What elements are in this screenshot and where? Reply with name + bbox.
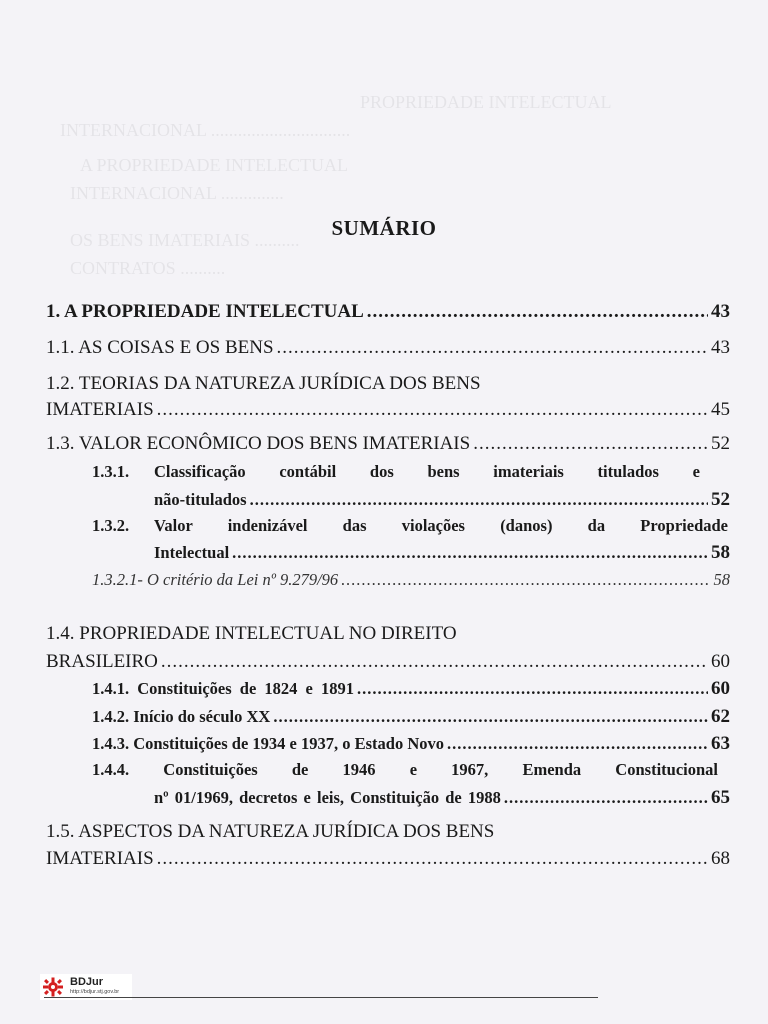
toc-page-number: 68 — [711, 848, 730, 869]
leader-dots — [157, 398, 708, 422]
toc-page-number: 65 — [711, 787, 730, 808]
leader-dots — [157, 847, 708, 871]
logo-url[interactable]: http://bdjur.stj.gov.br — [70, 989, 120, 995]
toc-entry-text: 1.4.1. Constituições de 1824 e 1891 — [92, 679, 354, 698]
toc-page-number: 43 — [711, 337, 730, 358]
toc-subsection-number: 1.3.1. — [92, 462, 130, 481]
toc-page-number: 63 — [711, 733, 730, 754]
leader-dots — [161, 650, 708, 674]
toc-entry — [46, 300, 730, 324]
toc-entry-text: 1.4. PROPRIEDADE INTELECTUAL NO DIREITO — [46, 623, 457, 644]
toc-page-number: 60 — [711, 651, 730, 672]
toc-entry — [154, 541, 730, 565]
leader-dots — [447, 732, 708, 756]
toc-entry — [46, 650, 730, 674]
toc-entry — [46, 847, 730, 871]
toc-entry — [46, 336, 730, 360]
bleed-through-text: INTERNACIONAL .............. — [70, 183, 284, 203]
toc-entry-text: IMATERIAIS — [46, 848, 154, 869]
toc-entry-text: BRASILEIRO — [46, 651, 158, 672]
bleed-through-text: PROPRIEDADE INTELECTUAL — [360, 92, 612, 112]
toc-entry — [92, 705, 730, 729]
toc-entry-text: nº 01/1969, decretos e leis, Constituição de 1988 — [154, 788, 501, 807]
bdjur-gear-icon — [42, 977, 64, 997]
toc-entry-text: Classificação contábil dos bens imateriais titulados e — [154, 462, 700, 481]
toc-page-number: 62 — [711, 706, 730, 727]
toc-entry-text: 1.3.2.1- O critério da Lei nº 9.279/96 — [92, 570, 339, 589]
page-title: SUMÁRIO — [331, 216, 437, 240]
toc-page-number: 52 — [711, 433, 730, 454]
leader-dots — [341, 568, 710, 592]
toc-entry — [46, 432, 730, 456]
toc-entry — [154, 786, 730, 810]
toc-page-number: 52 — [711, 489, 730, 510]
toc-entry — [154, 488, 730, 512]
leader-dots — [273, 705, 708, 729]
toc-entry-text: 1.2. TEORIAS DA NATUREZA JURÍDICA DOS BENS — [46, 373, 481, 394]
leader-dots — [473, 432, 708, 456]
toc-entry — [92, 568, 730, 592]
toc-page-number: 43 — [711, 301, 730, 322]
toc-page-number: 60 — [711, 678, 730, 699]
bleed-through-text: A PROPRIEDADE INTELECTUAL — [80, 155, 348, 175]
toc-entry-text: 1.4.4. Constituições de 1946 e 1967, Emenda Constitucional — [92, 760, 718, 779]
toc-entry-text: 1.4.3. Constituições de 1934 e 1937, o Estado Novo — [92, 734, 445, 753]
leader-dots — [232, 541, 708, 565]
bleed-through-text: CONTRATOS .......... — [70, 258, 226, 278]
leader-dots — [367, 300, 708, 324]
toc-page-number: 58 — [713, 570, 730, 589]
toc-entry-text: Intelectual — [154, 543, 230, 562]
leader-dots — [357, 677, 708, 701]
leader-dots — [504, 786, 708, 810]
toc-entry — [92, 677, 730, 701]
toc-entry-text: 1.3. VALOR ECONÔMICO DOS BENS IMATERIAIS — [46, 433, 471, 454]
leader-dots — [250, 488, 708, 512]
toc-entry-text: 1.4.2. Início do século XX — [92, 707, 271, 726]
toc-entry-text: 1.1. AS COISAS E OS BENS — [46, 337, 274, 358]
bleed-through-text: OS BENS IMATERIAIS .......... — [70, 230, 300, 250]
toc-entry-text: não-titulados — [154, 490, 247, 509]
leader-dots — [277, 336, 708, 360]
bleed-through-text: INTERNACIONAL ............................... — [60, 120, 351, 140]
toc-entry-text: 1. A PROPRIEDADE INTELECTUAL — [46, 301, 364, 322]
toc-entry — [92, 732, 730, 756]
toc-entry — [46, 398, 730, 422]
toc-entry-text: 1.5. ASPECTOS DA NATUREZA JURÍDICA DOS BENS — [46, 821, 495, 842]
toc-page-number: 45 — [711, 399, 730, 420]
logo-text: BDJur — [70, 976, 104, 988]
toc-subsection-number: 1.3.2. — [92, 516, 130, 535]
toc-entry-text: Valor indenizável das violações (danos) da Propriedade — [154, 516, 728, 535]
toc-entry-text: IMATERIAIS — [46, 399, 154, 420]
footer-divider — [44, 997, 598, 998]
toc-page-number: 58 — [711, 542, 730, 563]
